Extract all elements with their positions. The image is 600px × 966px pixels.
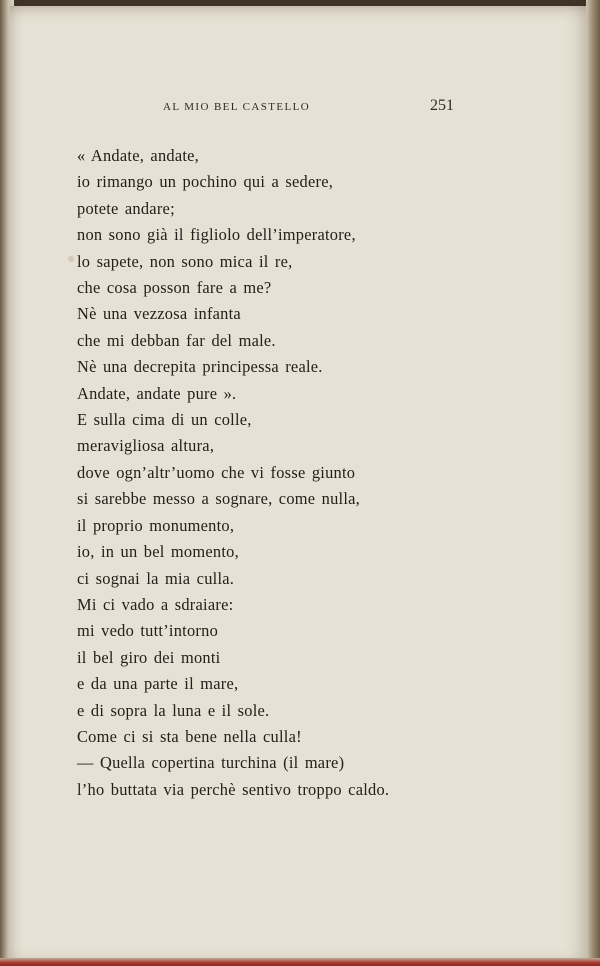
paper-spot: [68, 256, 74, 262]
poem-line: lo sapete, non sono mica il re,: [77, 251, 293, 271]
poem-line: che cosa posson fare a me?: [77, 278, 272, 298]
poem-line: dove ogn’altr’uomo che vi fosse giunto: [77, 462, 356, 482]
poem-line: — Quella copertina turchina (il mare): [77, 753, 345, 773]
poem-line: e di sopra la luna e il sole.: [77, 700, 270, 720]
running-head-title: AL MIO BEL CASTELLO: [163, 101, 311, 113]
poem-line: Nè una vezzosa infanta: [77, 304, 241, 324]
poem-line: mi vedo tutt’intorno: [77, 621, 219, 641]
page-number: 251: [430, 97, 454, 114]
poem-line: non sono già il figliolo dell’imperatore,: [77, 225, 356, 245]
poem-line: io rimango un pochino qui a sedere,: [77, 172, 334, 192]
poem-line: Mi ci vado a sdraiare:: [77, 594, 234, 614]
poem-line: Come ci si sta bene nella culla!: [77, 726, 302, 746]
poem-line: il proprio monumento,: [77, 515, 235, 535]
right-page-edge: [586, 0, 600, 966]
poem-line: il bel giro dei monti: [77, 647, 221, 667]
poem-text: [77, 143, 389, 803]
poem-line: ci sognai la mia culla.: [77, 568, 235, 588]
poem-line: E sulla cima di un colle,: [77, 410, 252, 430]
poem-line: meravigliosa altura,: [77, 436, 215, 456]
poem-line: io, in un bel momento,: [77, 542, 239, 562]
poem-line: si sarebbe messo a sognare, come nulla,: [77, 489, 361, 509]
poem-line: che mi debban far del male.: [77, 330, 276, 350]
poem-line: potete andare;: [77, 198, 175, 218]
poem-line: e da una parte il mare,: [77, 674, 239, 694]
poem-line: « Andate, andate,: [77, 146, 200, 165]
poem-line: Nè una decrepita principessa reale.: [77, 357, 323, 377]
poem-line: Andate, andate pure ».: [77, 383, 237, 403]
poem-line: l’ho buttata via perchè sentivo troppo caldo.: [77, 779, 390, 799]
book-cover-edge: [0, 958, 600, 966]
